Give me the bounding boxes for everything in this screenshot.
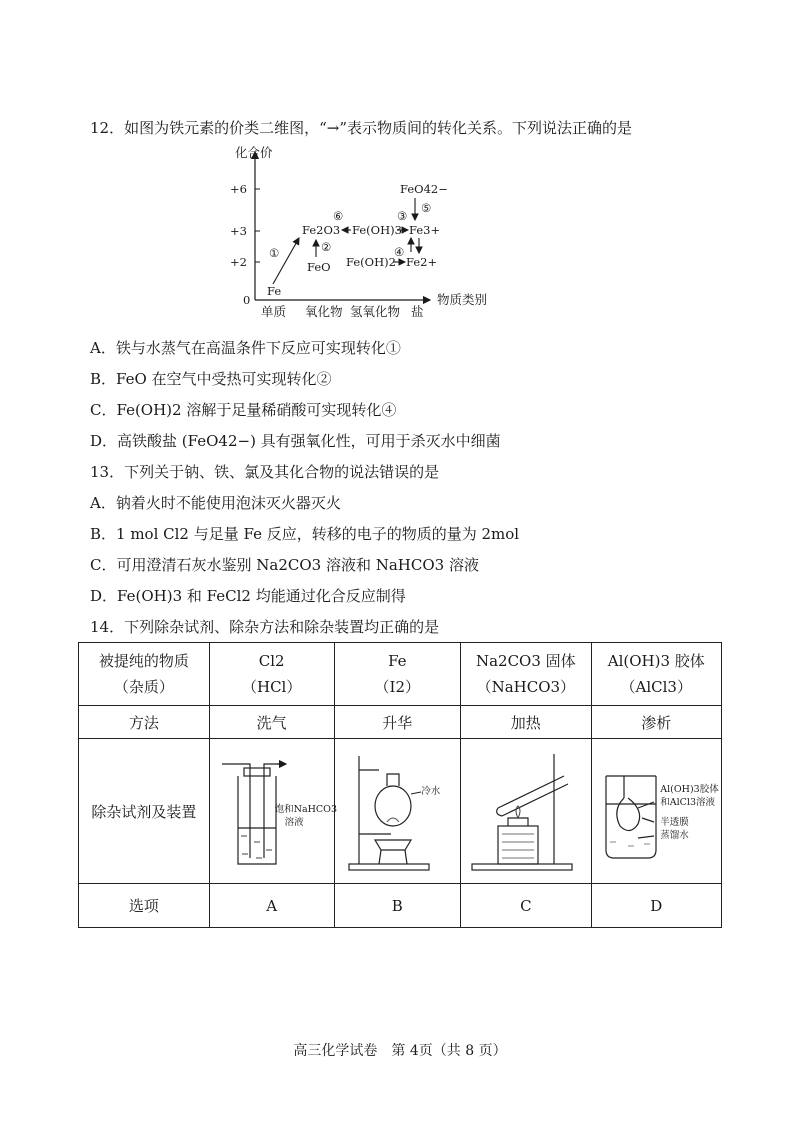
substance-a-main: Cl2	[258, 652, 285, 670]
category-elemental: 单质	[261, 304, 287, 319]
apparatus-d-membrane: 半透膜	[660, 817, 689, 828]
category-salt: 盐	[411, 304, 424, 319]
tick-plus6: +6	[230, 182, 247, 196]
q14-purification-table	[78, 642, 722, 928]
cell-apparatus-c	[461, 739, 591, 884]
q13-option-d: D．Fe(OH)3 和 FeCl2 均能通过化合反应制得	[90, 587, 406, 605]
dialysis-apparatus-illustration	[598, 746, 714, 876]
arrow-number-5: ⑤	[421, 201, 432, 215]
apparatus-a-reagent-line2: 溶液	[284, 817, 304, 828]
cell-option-d: D	[591, 884, 721, 928]
table-row-methods	[79, 706, 722, 739]
tick-plus2: +2	[230, 255, 247, 269]
arrow-number-4: ④	[394, 245, 405, 259]
q12-stem: 12．如图为铁元素的价类二维图，“→”表示物质间的转化关系。下列说法正确的是	[90, 119, 632, 137]
substance-c-main: Na2CO3 固体	[475, 652, 576, 670]
apparatus-d-distilled-water: 蒸馏水	[660, 830, 689, 841]
category-oxide: 氧化物	[305, 304, 343, 319]
q12-option-a: A．铁与水蒸气在高温条件下反应可实现转化①	[90, 339, 401, 357]
substance-header-line1: 被提纯的物质	[98, 652, 189, 670]
species-fe2o3: Fe2O3	[302, 223, 341, 237]
species-feo4: FeO42−	[400, 182, 448, 196]
q14-stem: 14．下列除杂试剂、除杂方法和除杂装置均正确的是	[90, 618, 440, 636]
cell-substance-d	[591, 643, 721, 706]
arrow-number-3: ③	[397, 209, 408, 223]
substance-a-impurity: （HCl）	[241, 678, 302, 696]
species-fe: Fe	[267, 284, 282, 298]
apparatus-d-colloid-line2: 和AlCl3溶液	[660, 797, 716, 808]
cell-apparatus-a	[209, 739, 338, 884]
species-feo: FeO	[307, 260, 331, 274]
cell-option-header: 选项	[79, 884, 210, 928]
table-row-apparatus	[79, 739, 722, 884]
species-fe3: Fe3+	[409, 223, 441, 237]
cell-method-b: 升华	[334, 706, 461, 739]
y-axis-label: 化合价	[235, 145, 273, 160]
species-fe2: Fe2+	[406, 255, 438, 269]
substance-d-main: Al(OH)3 胶体	[607, 652, 705, 670]
q13-option-a: A．钠着火时不能使用泡沫灭火器灭火	[90, 494, 341, 512]
tick-plus3: +3	[230, 224, 247, 238]
apparatus-b-cold-water: 冷水	[421, 786, 441, 797]
substance-b-impurity: （I2）	[374, 678, 421, 696]
cell-method-c: 加热	[461, 706, 591, 739]
q13-stem: 13．下列关于钠、铁、氯及其化合物的说法错误的是	[90, 463, 440, 481]
species-feoh2: Fe(OH)2	[346, 255, 396, 269]
sublimation-apparatus-illustration	[339, 746, 455, 876]
category-hydroxide: 氢氧化物	[350, 304, 401, 319]
heating-test-tube-illustration	[468, 746, 584, 876]
cell-method-d: 渗析	[591, 706, 721, 739]
cell-apparatus-d	[591, 739, 721, 884]
arrow-number-2: ②	[321, 240, 332, 254]
cell-method-header: 方法	[79, 706, 210, 739]
cell-substance-header	[79, 643, 210, 706]
species-feoh3: Fe(OH)3	[352, 223, 402, 237]
cell-substance-a	[209, 643, 334, 706]
apparatus-a-reagent-line1: 饱和NaHCO3	[274, 804, 338, 815]
table-row-substances	[79, 643, 722, 706]
cell-option-c: C	[461, 884, 591, 928]
cell-option-b: B	[334, 884, 461, 928]
cell-apparatus-header: 除杂试剂及装置	[79, 739, 210, 884]
substance-header-line2: （杂质）	[113, 678, 174, 696]
substance-c-impurity: （NaHCO3）	[476, 678, 576, 696]
q13-option-c: C．可用澄清石灰水鉴别 Na2CO3 溶液和 NaHCO3 溶液	[90, 556, 479, 574]
substance-d-impurity: （AlCl3）	[620, 678, 692, 696]
apparatus-d-colloid-line1: Al(OH)3胶体	[660, 784, 719, 795]
arrow-number-6: ⑥	[333, 209, 344, 223]
valence-class-diagram	[225, 140, 515, 330]
tick-zero: 0	[243, 293, 251, 307]
cell-method-a: 洗气	[209, 706, 334, 739]
q13-option-b: B．1 mol Cl2 与足量 Fe 反应，转移的电子的物质的量为 2mol	[90, 525, 520, 543]
table-row-options	[79, 884, 722, 928]
substance-b-main: Fe	[388, 652, 407, 670]
q12-option-d: D．高铁酸盐 (FeO42−) 具有强氧化性，可用于杀灭水中细菌	[90, 432, 501, 450]
page-footer: 高三化学试卷 第 4页（共 8 页）	[293, 1043, 507, 1059]
arrow-number-1: ①	[269, 246, 280, 260]
cell-substance-c	[461, 643, 591, 706]
cell-substance-b	[334, 643, 461, 706]
q12-option-b: B．FeO 在空气中受热可实现转化②	[90, 370, 332, 388]
q12-option-c: C．Fe(OH)2 溶解于足量稀硝酸可实现转化④	[90, 401, 397, 419]
cell-option-a: A	[209, 884, 334, 928]
x-axis-label: 物质类别	[437, 292, 488, 307]
cell-apparatus-b	[334, 739, 461, 884]
